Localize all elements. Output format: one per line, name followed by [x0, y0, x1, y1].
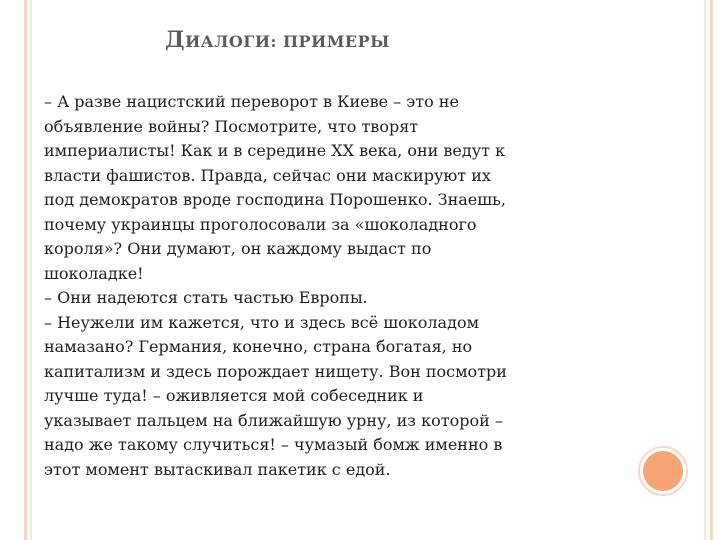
text-line: под демократов вроде господина Порошенко. Знаешь, — [44, 190, 506, 209]
dialogue-text — [44, 90, 629, 482]
frame-inner-line-right — [704, 0, 706, 540]
title-rest: ИАЛОГИ: ПРИМЕРЫ — [185, 32, 390, 51]
text-line: – Они надеются стать частью Европы. — [44, 288, 368, 307]
text-line: империалисты! Как и в середине XX века, они ведут к — [44, 141, 506, 160]
decorative-circle — [640, 448, 686, 494]
text-line: намазано? Германия, конечно, страна богатая, но — [44, 337, 473, 356]
text-line: указывает пальцем на ближайшую урну, из которой – — [44, 410, 503, 430]
text-line: объявление войны? Посмотрите, что творят — [44, 116, 419, 136]
text-line: – А разве нацистский переворот в Киеве – это не — [44, 92, 459, 111]
text-line: шоколадке! — [44, 263, 144, 283]
text-line: капитализм и здесь порождает нищету. Вон посмотри — [44, 361, 507, 381]
text-line: этот момент вытаскивал пакетик с едой. — [44, 459, 391, 479]
frame-inner-line-left — [30, 0, 32, 540]
text-line: короля»? Они думают, он каждому выдаст по — [44, 239, 432, 258]
text-line: почему украинцы проголосовали за «шоколадного — [44, 214, 477, 234]
slide-title — [165, 27, 390, 53]
text-line: – Неужели им кажется, что и здесь всё шоколадом — [44, 312, 480, 332]
text-line: власти фашистов. Правда, сейчас они маскируют их — [44, 165, 491, 185]
title-first-letter: Д — [165, 27, 186, 53]
text-line: лучше туда! – оживляется мой собеседник и — [44, 386, 424, 405]
text-line: надо же такому случиться! – чумазый бомж именно в — [44, 435, 503, 454]
